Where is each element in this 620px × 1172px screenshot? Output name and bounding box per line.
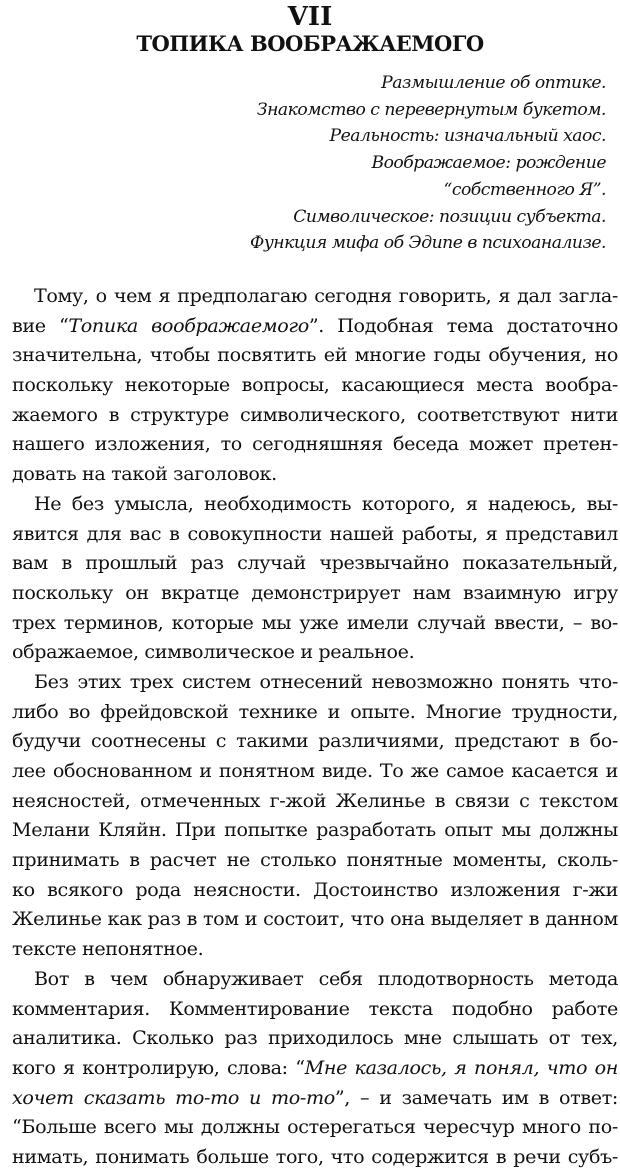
text-line: Не без умысла, необходимость которого, я надеюсь, вы- [34, 491, 618, 515]
epigraph-line: Реальность: изначальный хаос. [329, 126, 606, 147]
epigraph-line: Символическое: позиции субъекта. [293, 206, 606, 227]
text-line: вам в прошлый раз случай чрезвычайно показательный, [12, 551, 618, 575]
emphasis: Топика воображаемого [68, 313, 309, 337]
text-line: поскольку он вкратце демонстрирует нам взаимную игру [12, 580, 618, 604]
text-line: Желинье как раз в том и состоит, что она выделяет в данном [12, 907, 618, 931]
text-line: кого я контролирую, слова: “Мне казалось, я понял, что он [12, 1055, 618, 1079]
text-line: аналитика. Сколько раз приходилось мне слышать от тех, [12, 1026, 618, 1050]
text-line: ображаемое, символическое и реальное. [12, 640, 415, 664]
emphasis: хочет сказать то-то и то-то [12, 1085, 335, 1109]
text-line: явится для вас в совокупности нашей работы, я представил [12, 521, 618, 545]
paragraph [12, 667, 618, 964]
text-line: нимать, понимать больше того, что содержится в речи субъ- [12, 1144, 618, 1168]
text-line: либо во фрейдовской технике и опыте. Многие трудности, [12, 699, 618, 723]
text-line: комментария. Комментирование текста подобно работе [12, 996, 618, 1020]
text-line: ко всякого рода неясности. Достоинство изложения г-жи [12, 877, 618, 901]
epigraph-line: Размышление об оптике. [381, 73, 606, 93]
text-line: Мелани Кляйн. При попытке разработать опыт мы должны [12, 818, 618, 842]
text-line: неясностей, отмеченных г-жой Желинье в связи с текстом [12, 788, 618, 812]
text-line: трех терминов, которые мы уже имели случай ввести, – во- [12, 610, 618, 634]
text-line: “Больше всего мы должны остерегаться чересчур много по- [12, 1115, 618, 1139]
text-line: хочет сказать то-то и то-то”, – и замечать им в ответ: [12, 1085, 618, 1109]
text-line: тексте непонятное. [12, 937, 204, 961]
chapter-title: ТОПИКА ВООБРАЖАЕМОГО [136, 31, 484, 56]
text-line: Вот в чем обнаруживает себя плодотворность метода [34, 966, 618, 990]
text-line: жаемого в структуре символического, соответствуют нити [12, 402, 618, 426]
text-line: значительна, чтобы посвятить ей многие годы обучения, но [12, 343, 618, 367]
text-line: принимать в расчет не столько понятные моменты, сколь- [12, 848, 618, 872]
epigraph-line: Знакомство с перевернутым букетом. [256, 99, 606, 120]
text-line: будучи соотнесены с такими различиями, предстают в бо- [12, 729, 618, 753]
epigraph-line: Функция мифа об Эдипе в психоанализе. [250, 233, 606, 254]
text-line: довать на такой заголовок. [12, 462, 277, 486]
epigraph-line: “собственного Я”. [443, 179, 606, 200]
paragraph [12, 964, 618, 1172]
chapter-epigraph [186, 70, 606, 257]
epigraph-line: Воображаемое: рождение [371, 153, 606, 174]
text-line: Тому, о чем я предполагаю сегодня говорить, я дал загла- [34, 284, 618, 307]
text-line: Без этих трех систем отнесений невозможно понять что- [34, 669, 618, 693]
text-line: поскольку некоторые вопросы, касающиеся места вообра- [12, 373, 618, 397]
paragraph [12, 489, 618, 667]
text-line: лее обоснованном и понятном виде. То же самое касается и [12, 759, 618, 783]
text-line: нашего изложения, то сегодняшняя беседа может претен- [12, 432, 618, 456]
paragraph [12, 281, 618, 489]
text-line: вие “Топика воображаемого”. Подобная тема достаточно [12, 313, 618, 337]
body-text [12, 281, 618, 1172]
chapter-number: VII [287, 2, 333, 32]
emphasis: Мне казалось, я понял, что он [304, 1055, 618, 1079]
